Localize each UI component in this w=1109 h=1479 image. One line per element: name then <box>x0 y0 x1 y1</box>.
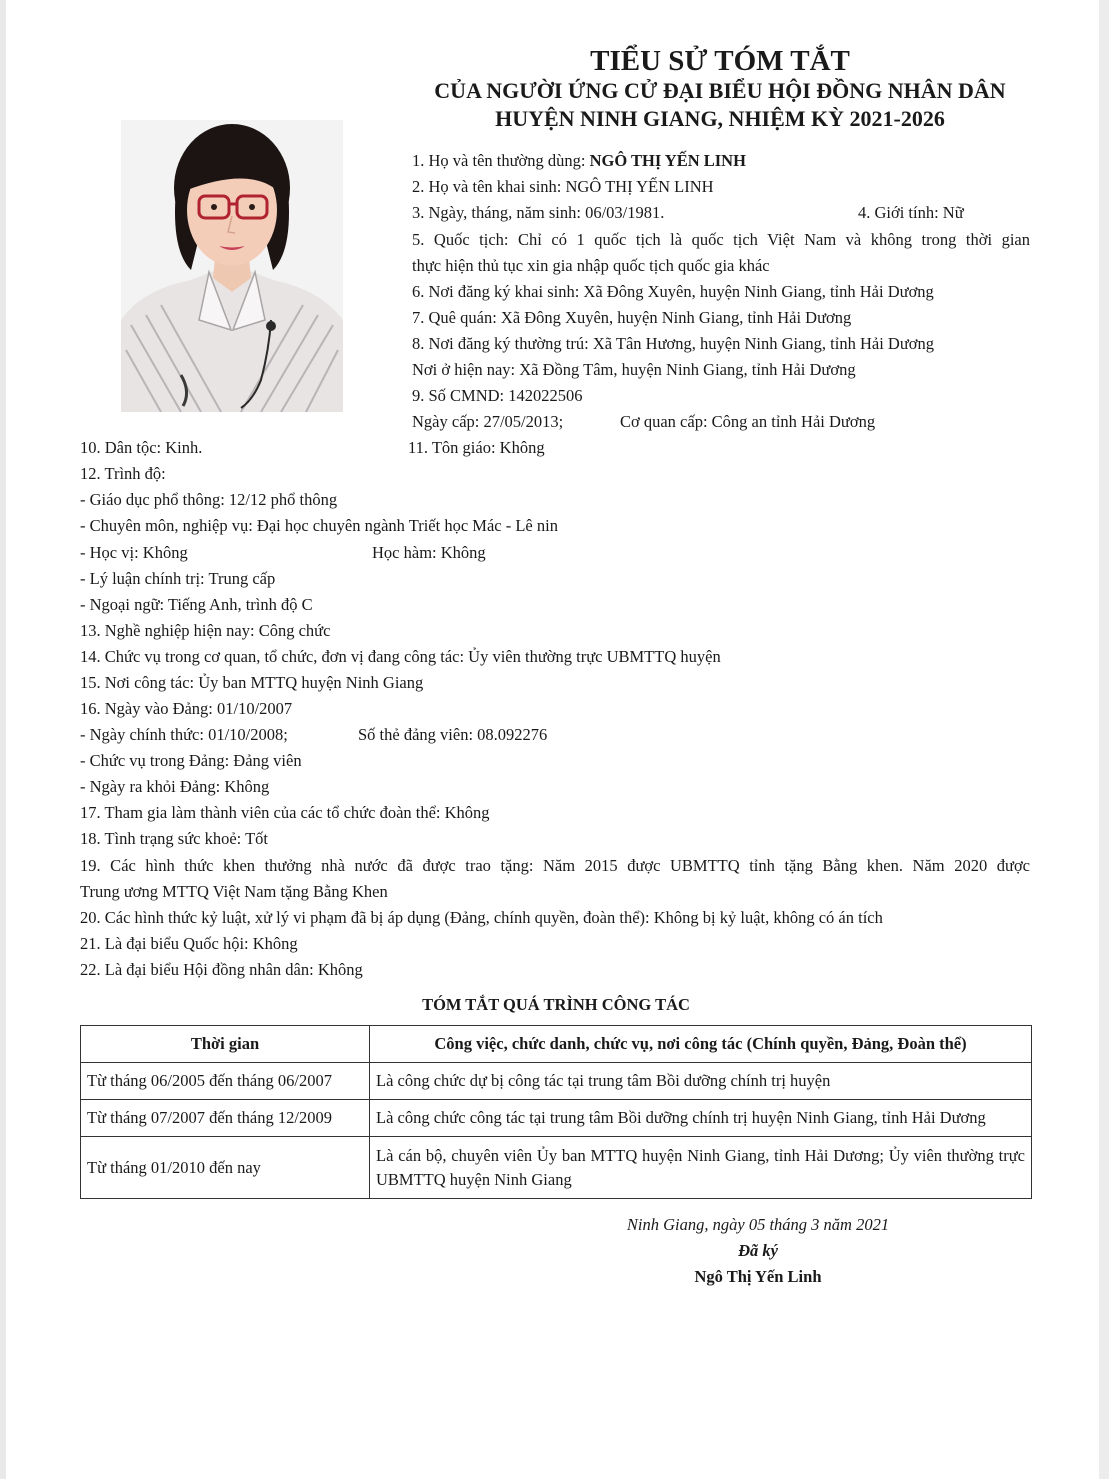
bio-line-3: 3. Ngày, tháng, năm sinh: 06/03/1981. <box>412 203 665 222</box>
table-row <box>81 1063 1032 1100</box>
bio-line-9c: Cơ quan cấp: Công an tỉnh Hải Dương <box>620 412 876 431</box>
bio-line-19a: 19. Các hình thức khen thưởng nhà nước đã được trao tặng: Năm 2015 được UBMTTQ tỉnh tặng Bằng khen. Năm 2020 được <box>80 856 1030 875</box>
row-time: Từ tháng 07/2007 đến tháng 12/2009 <box>81 1100 370 1137</box>
row-position: Là công chức công tác tại trung tâm Bồi dưỡng chính trị huyện Ninh Giang, tỉnh Hải Dương <box>370 1100 1032 1137</box>
row-time: Từ tháng 01/2010 đến nay <box>81 1137 370 1199</box>
bio-line-8b: Nơi ở hiện nay: Xã Đồng Tâm, huyện Ninh Giang, tỉnh Hải Dương <box>412 360 856 379</box>
bio-line-12b: - Chuyên môn, nghiệp vụ: Đại học chuyên ngành Triết học Mác - Lê nin <box>80 516 558 535</box>
bio-line-1 <box>412 150 746 172</box>
column-header-position: Công việc, chức danh, chức vụ, nơi công tác (Chính quyền, Đảng, Đoàn thể) <box>370 1026 1032 1063</box>
row-position: Là công chức dự bị công tác tại trung tâm Bồi dưỡng chính trị huyện <box>370 1063 1032 1100</box>
bio-line-12: 12. Trình độ: <box>80 464 166 483</box>
bio-line-16a2: Số thẻ đảng viên: 08.092276 <box>358 725 548 744</box>
bio-line-10: 10. Dân tộc: Kinh. <box>80 438 203 457</box>
bio-line-5a: 5. Quốc tịch: Chỉ có 1 quốc tịch là quốc tịch Việt Nam và không trong thời gian <box>412 230 1030 249</box>
page-edge-left <box>0 0 6 1479</box>
bio-line-12c: - Học vị: Không <box>80 543 188 562</box>
bio-line-12a: - Giáo dục phổ thông: 12/12 phổ thông <box>80 490 338 509</box>
bio-line-9b: Ngày cấp: 27/05/2013; <box>412 412 564 431</box>
bio-line-13: 13. Nghề nghiệp hiện nay: Công chức <box>80 621 331 640</box>
bio-line-18: 18. Tình trạng sức khoẻ: Tốt <box>80 829 268 848</box>
bio-line-21: 21. Là đại biểu Quốc hội: Không <box>80 934 298 953</box>
document-title: TIỂU SỬ TÓM TẮT <box>590 45 850 77</box>
common-name-label: 1. Họ và tên thường dùng: <box>412 151 590 170</box>
table-row <box>81 1100 1032 1137</box>
document-subtitle-term: HUYỆN NINH GIANG, NHIỆM KỲ 2021-2026 <box>495 106 945 131</box>
bio-line-16: 16. Ngày vào Đảng: 01/10/2007 <box>80 699 293 718</box>
bio-line-19b: Trung ương MTTQ Việt Nam tặng Bằng Khen <box>80 882 388 901</box>
work-history-table <box>80 1025 1032 1199</box>
document-subtitle: CỦA NGƯỜI ỨNG CỬ ĐẠI BIỂU HỘI ĐỒNG NHÂN DÂN <box>434 78 1006 103</box>
bio-line-9: 9. Số CMND: 142022506 <box>412 386 583 405</box>
table-row <box>81 1137 1032 1199</box>
bio-line-16a: - Ngày chính thức: 01/10/2008; <box>80 725 288 744</box>
bio-line-14: 14. Chức vụ trong cơ quan, tổ chức, đơn vị đang công tác: Ủy viên thường trực UBMTTQ huyện <box>80 647 721 666</box>
bio-line-22: 22. Là đại biểu Hội đồng nhân dân: Không <box>80 960 363 979</box>
bio-line-7: 7. Quê quán: Xã Đông Xuyên, huyện Ninh Giang, tỉnh Hải Dương <box>412 308 852 327</box>
signature-signed: Đã ký <box>738 1241 778 1260</box>
portrait-photo <box>121 120 343 412</box>
bio-line-2: 2. Họ và tên khai sinh: NGÔ THỊ YẾN LINH <box>412 177 714 196</box>
bio-line-16c: - Ngày ra khỏi Đảng: Không <box>80 777 270 796</box>
page-edge-right <box>1099 0 1109 1479</box>
bio-line-12d: - Lý luận chính trị: Trung cấp <box>80 569 276 588</box>
bio-line-17: 17. Tham gia làm thành viên của các tổ chức đoàn thể: Không <box>80 803 490 822</box>
common-name-value: NGÔ THỊ YẾN LINH <box>589 151 746 170</box>
bio-line-11: 11. Tôn giáo: Không <box>408 438 545 457</box>
row-position: Là cán bộ, chuyên viên Ủy ban MTTQ huyện Ninh Giang, tỉnh Hải Dương; Ủy viên thường trực UBMTTQ huyện Ninh Giang <box>370 1137 1032 1199</box>
table-header-row <box>81 1026 1032 1063</box>
column-header-time: Thời gian <box>81 1026 370 1063</box>
bio-line-8: 8. Nơi đăng ký thường trú: Xã Tân Hương, huyện Ninh Giang, tỉnh Hải Dương <box>412 334 934 353</box>
work-history-title: TÓM TẮT QUÁ TRÌNH CÔNG TÁC <box>422 995 690 1014</box>
bio-line-12c2: Học hàm: Không <box>372 543 486 562</box>
row-time: Từ tháng 06/2005 đến tháng 06/2007 <box>81 1063 370 1100</box>
bio-line-4: 4. Giới tính: Nữ <box>858 203 964 222</box>
bio-line-5b: thực hiện thủ tục xin gia nhập quốc tịch quốc gia khác <box>412 256 770 275</box>
signature-name: Ngô Thị Yến Linh <box>694 1267 822 1286</box>
signature-place-date: Ninh Giang, ngày 05 tháng 3 năm 2021 <box>626 1215 890 1234</box>
bio-line-16b: - Chức vụ trong Đảng: Đảng viên <box>80 751 302 770</box>
bio-line-15: 15. Nơi công tác: Ủy ban MTTQ huyện Ninh Giang <box>80 673 424 692</box>
bio-line-6: 6. Nơi đăng ký khai sinh: Xã Đông Xuyên, huyện Ninh Giang, tỉnh Hải Dương <box>412 282 934 301</box>
bio-line-20: 20. Các hình thức kỷ luật, xử lý vi phạm đã bị áp dụng (Đảng, chính quyền, đoàn thể): Không bị kỷ luật, không có án tích <box>80 908 883 927</box>
bio-line-12e: - Ngoại ngữ: Tiếng Anh, trình độ C <box>80 595 313 614</box>
